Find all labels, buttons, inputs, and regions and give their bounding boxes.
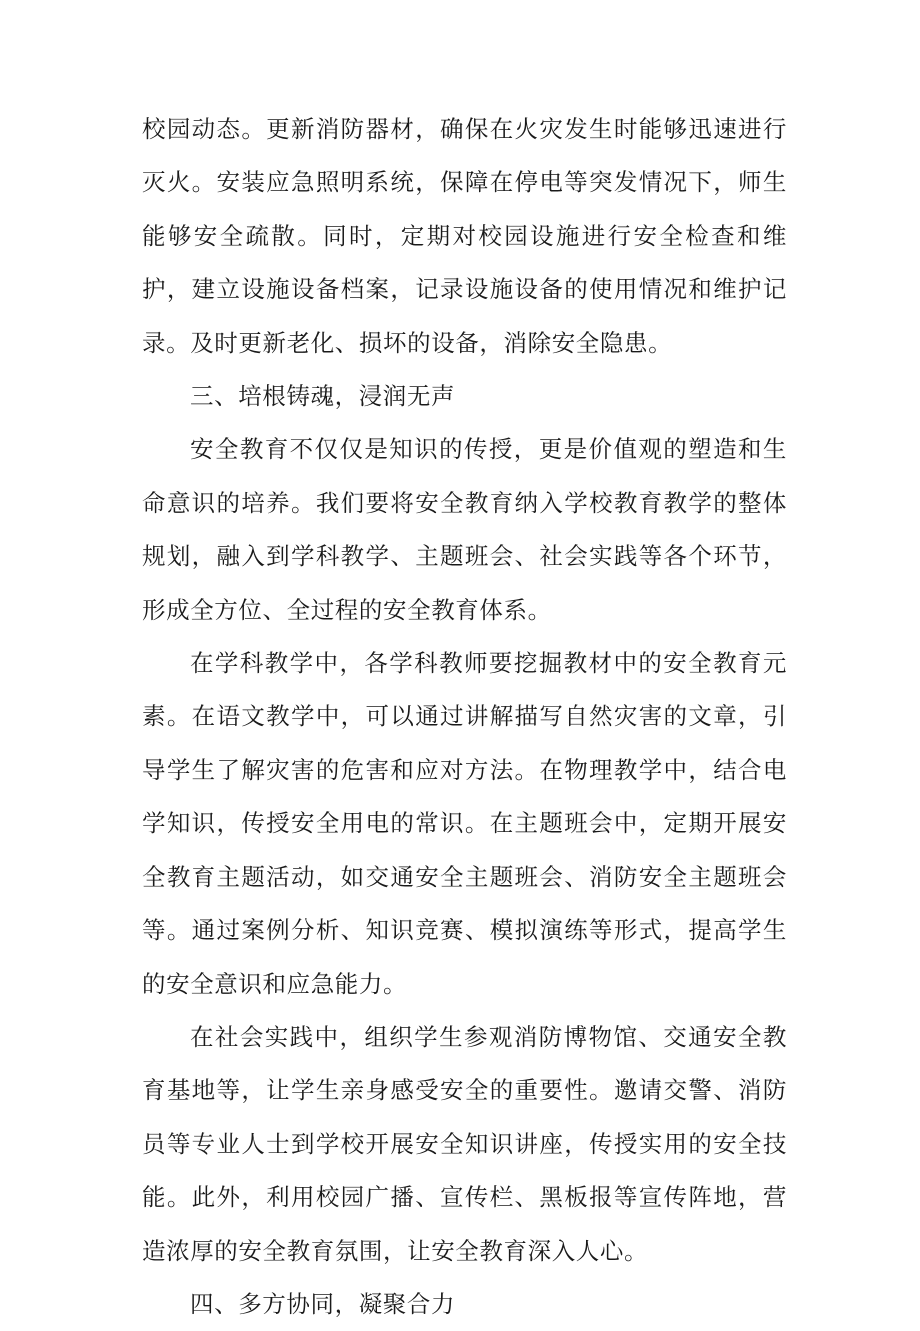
section-heading-three: 三、培根铸魂，浸润无声 [190,382,456,411]
paragraph-social-practice: 在社会实践中，组织学生参观消防博物馆、交通安全教育基地等，让学生亲身感受安全的重要性。邀请交警、消防员等专业人士到学校开展安全知识讲座，传授实用的安全技能。此外，利用校园广播、宣传栏、黑板报等宣传阵地，营造浓厚的安全教育氛围，让安全教育深入人心。 [142,1022,787,1265]
paragraph-safety-education-overview: 安全教育不仅仅是知识的传授，更是价值观的塑造和生命意识的培养。我们要将安全教育纳入学校教育教学的整体规划，融入到学科教学、主题班会、社会实践等各个环节，形成全方位、全过程的安全教育体系。 [142,435,787,624]
paragraph-facility-maintenance: 校园动态。更新消防器材，确保在火灾发生时能够迅速进行灭火。安装应急照明系统，保障在停电等突发情况下，师生能够安全疏散。同时，定期对校园设施进行安全检查和维护，建立设施设备档案，记录设施设备的使用情况和维护记录。及时更新老化、损坏的设备，消除安全隐患。 [142,115,787,357]
document-body [142,103,787,1331]
section-heading-four: 四、多方协同，凝聚合力 [190,1289,456,1318]
paragraph-subject-teaching: 在学科教学中，各学科教师要挖掘教材中的安全教育元素。在语文教学中，可以通过讲解描写自然灾害的文章，引导学生了解灾害的危害和应对方法。在物理教学中，结合电学知识，传授安全用电的常识。在主题班会中，定期开展安全教育主题活动，如交通安全主题班会、消防安全主题班会等。通过案例分析、知识竞赛、模拟演练等形式，提高学生的安全意识和应急能力。 [142,649,787,998]
